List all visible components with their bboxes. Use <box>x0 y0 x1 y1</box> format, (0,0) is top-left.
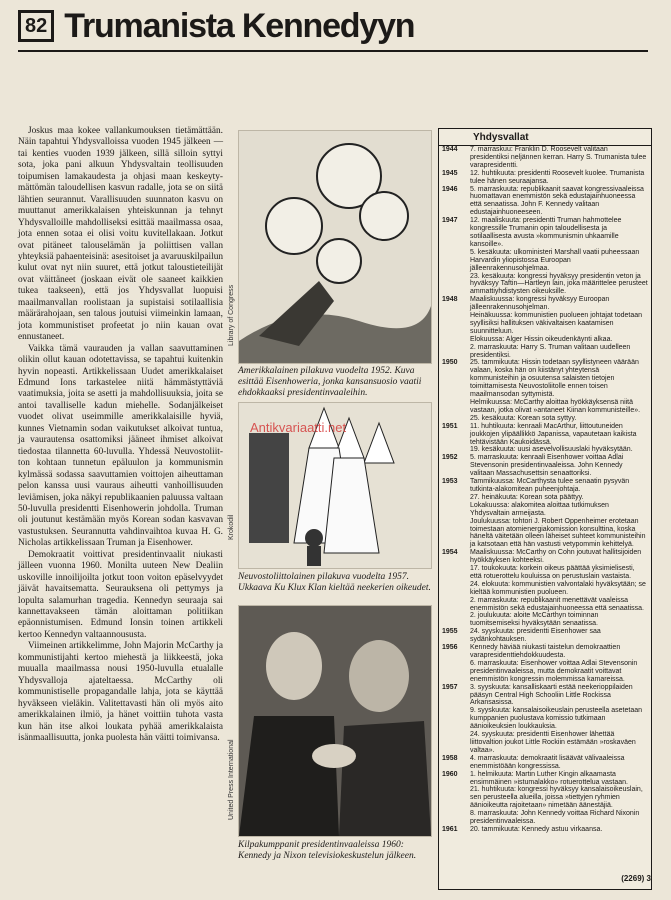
timeline-year: 1953 <box>442 478 458 486</box>
timeline-year: 1950 <box>442 359 458 367</box>
title-rule <box>18 50 648 52</box>
timeline-row <box>439 146 651 170</box>
timeline-row <box>439 423 651 455</box>
timeline-year: 1952 <box>442 454 458 462</box>
timeline-year: 1945 <box>442 169 458 177</box>
kennedy-nixon-photo <box>238 605 432 837</box>
page-number-box: 82 <box>18 10 54 42</box>
timeline-row <box>439 826 651 834</box>
timeline-event: 5. marraskuuta: kenraali Eisenhower voittaa Adlai Stevensonin presidentinvaaleissa. John Kennedy valitaan Massachusettsin senaattoriksi. <box>470 454 624 478</box>
timeline-year: 1958 <box>442 754 458 762</box>
timeline-row <box>439 755 651 771</box>
footer-page-number: 3 <box>646 874 651 883</box>
timeline-event: 11. huhtikuuta: kenraali MacArthur, liittoutuneiden joukkojen ylipäällikkö Japanissa, vapautetaan kaikista tehtävistään Kaukoidässä. 19. kesäkuuta: uusi asevelvollisuuslaki hyväksytään. <box>470 422 637 454</box>
timeline-row <box>439 644 651 684</box>
article-body <box>18 126 223 744</box>
page-title: Trumanista Kennedyyn <box>64 6 415 45</box>
image-caption: Neuvostoliittolainen pilakuva vuodelta 1957. Ukkaava Ku Klux Klan kieltää neekerien oikeudet. <box>238 572 431 593</box>
image-credit: Library of Congress <box>228 284 235 346</box>
timeline-row <box>439 684 651 755</box>
timeline-row <box>439 628 651 644</box>
timeline-event: 3. syyskuuta: kansalliskaarti estää neekerioppilaiden pääsyn Central High Schooliin Little Rockissa Arkansasissa. 9. syyskuuta: kansalaisoikeuslain perusteella asetetaan kumppanien puolustava komissio tutkimaan äänioikeuksien loukkauksia. 24. syyskuuta: presidentti Eisenhower lähettää liittovaltion joukot Little Rockiin estämään »roskaväen valtaa». <box>470 683 642 754</box>
timeline-year: 1957 <box>442 683 458 691</box>
timeline-event: 20. tammikuuta: Kennedy astuu virkaansa. <box>470 825 603 833</box>
timeline-row <box>439 549 651 628</box>
timeline-row <box>439 217 651 296</box>
article-paragraph: Demokraatit voittivat presidentinvaalit niukasti jälleen vuonna 1960. Monilta uuteen New Dealiin uskoville innoilijoilta jotkut toon voiton epäselvyydet jäivät havaitsematta. Seurauksena oli pettymys ja lopulta salamurhan tragedia. Kennedyn seuraaja sai kannettavakseen tämän aloittaman politiikan epäonnistumisen. Edmund Ionsin toinen artikkeli kertoo Kennedyn valtaannoususta. <box>18 549 223 640</box>
timeline-row <box>439 186 651 218</box>
timeline-event: 12. maaliskuuta: presidentti Truman hahmottelee kongressille Trumanin opin taloudellisesta ja sotilaallisesta avusta »kommunismin uhkaamille kansoille». 5. kesäkuuta: ulkoministeri Marshall vaatii puheessaan Harvardin yliopistossa Euroopan jälleenrakennusohjelmaa. 23. kesäkuuta: kongressi hyväksyy presidentin veton ja hyväksyy Taftin—Hartleyn lain, joka määrittelee perusteet ammattiyhdistysten oikeuksille. <box>470 217 648 296</box>
timeline-year: 1956 <box>442 644 458 652</box>
article-paragraph: Viimeinen artikkelimme, John Majorin McCarthy ja kommunistijahti kertoo miehestä ja liikkeestä, joka muualla maailmassa nousi 1950-luvulla etualalle Yhdysvalloja ajateltaessa. McCarthy oli kommunistiselle propagandalle lahja, jota se käyttää hyväkseen vieläkin. Valitettavasti hän oli myös aito amerikkalainen ilmiö, ja hänet voittiin tuhota vasta kun hän itse alkoi loukata pyhää amerikkalaista isänmaallisuutta, jonka puolesta hän väitti toimivansa. <box>18 641 223 744</box>
header <box>18 8 648 44</box>
timeline-event: 25. tammikuuta: Hissin todetaan syyllistyneen väärään valaan, koska hän on kiistänyt yhteytensä kommunisteihin ja osuutensa salaisten tietojen toimittamisesta Neuvostoliitolle ennen toisen maailmansodan syttymistä. Helmikuussa: McCarthy aloittaa hyökkäyksensä niitä vastaan, jotka olivat »antaneet Kiinan kommunisteille». 25. kesäkuuta: Korean sota syttyy. <box>470 359 641 422</box>
timeline-year: 1946 <box>442 185 458 193</box>
timeline-row <box>439 296 651 359</box>
cartoon-1952-image <box>238 130 432 364</box>
timeline-year: 1944 <box>442 146 458 153</box>
image-credit: Krokodil <box>228 514 235 540</box>
image-caption: Kilpakumppanit presidentinvaaleissa 1960: Kennedy ja Nixon televisiokeskustelun jälkeen. <box>238 840 417 861</box>
article-paragraph: Vaikka tämä vaurauden ja vallan saavuttaminen olikin ollut kauan odotettavissa, se tapahtui kuitenkin hyvin nopeasti. Artikkelissaan Uudet amerikkalaiset Edmund Ions tarkastelee niitä hämmästyttäviä vaatimuksia, joita se asetti ja mahdollisuuksia, joita se antoi tavalliselle kadun miehelle. Sodanjälkeiset vuodet olivat useimmille amerikkalaisille hyviä, kunnes Vietnamin sodan vaikutukset alkoivat tuntua, ja vaurautensa osattomiksi jääneet ihmiset alkoivat tiedostaa tilannetta 60-luvulla. Yhdessä Neuvostoliitton kohtaan tunnetun epäluulon ja kommunismin kylmässä sodassa saavuttamien voittojen aiheuttaman pelon kanssa uusi vauraus aiheutti vanhoillisuuden leviämisen, joka näkyi republikaanien paluussa valtaan 50-luvulla presidentti Eisenhowerin johdolla. Truman oli joutunut kestämään myös Korean sodan kasvavan vastustuksen. Seurannutta vahdinvaihtoa kuvaa H. G. Nicholas artikkelissaan Truman ja Eisenhower. <box>18 343 223 549</box>
image-caption: Amerikkalainen pilakuva vuodelta 1952. Kuva esittää Eisenhoweria, jonka kansansuosio vaatii ehdokkaaksi presidentinvaaleihin. <box>238 366 422 398</box>
page-footer <box>621 874 651 883</box>
timeline-event: Kennedy häviää niukasti taistelun demokraattien varapresidenttiehdokkuudesta. 6. marraskuuta: Eisenhower voittaa Adlai Stevensonin presidentinvaaleissa, mutta demokraatit voittavat enemmistön kongressin molemmissa kamareissa. <box>470 644 638 683</box>
timeline-event: Maaliskuussa: McCarthy on Cohn joutuvat hallitsijoiden hyökkäyksen kohteeksi. 17. toukokuuta: korkein oikeus päättää yksimielisesti, että rotuerottelu kouluissa on perustuslain vastaista. 24. elokuuta: kommunistien valvontalaki hyväksytään; se kieltää kommunistien puolueen. 2. marraskuuta: republikaanit menettävät vaaleissa enemmistön sekä edustajainhuoneessa että senaatissa. 2. joulukuuta: aloite McCarthyn toiminnan tuomitsemiseksi hyväksytään senaatissa. <box>470 549 646 628</box>
issue-number: (2269) <box>621 874 645 883</box>
timeline-row <box>439 359 651 422</box>
timeline-event: 24. syyskuuta: presidentti Eisenhower saa sydänkohtauksen. <box>470 628 601 644</box>
timeline-year: 1951 <box>442 422 458 430</box>
timeline-row <box>439 771 651 826</box>
timeline-event: 5. marraskuuta: republikaanit saavat kongressivaaleissa huomattavan enemmistön sekä edustajainhuoneessa että senaatissa. John F. Kennedy valitaan edustajainhuoneeseen. <box>470 185 644 217</box>
timeline-year: 1948 <box>442 296 458 304</box>
timeline-year: 1947 <box>442 217 458 225</box>
timeline-year: 1960 <box>442 770 458 778</box>
timeline-year: 1954 <box>442 549 458 557</box>
timeline-event: Maaliskuussa: kongressi hyväksyy Euroopan jälleenrakennusohjelman. Heinäkuussa: kommunistien puolueen johtajat todetaan syyllisiksi hallituksen väkivaltaisen kaatamisen suunnitteluun. Elokuussa: Alger Hissin oikeudenkäynti alkaa. 2. marraskuuta: Harry S. Truman valitaan uudelleen presidentiksi. <box>470 296 643 359</box>
timeline-event: 12. huhtikuuta: presidentti Roosevelt kuolee. Trumanista tulee hänen seuraajansa. <box>470 169 645 185</box>
timeline-year: 1955 <box>442 628 458 636</box>
timeline-event: Tammikuussa: McCarthysta tulee senaatin pysyvän tutkinta-alakomitean puheenjohtaja. 27. heinäkuuta: Korean sota päättyy. Lokakuussa: alakomitea aloittaa tutkimuksen Yhdysvaltain armeijasta. Joulukuussa: tohtori J. Robert Oppenheimer erotetaan toimestaan atomienergiakomission konsulttina, koska häneltä väitetään olleen läheiset suhteet kommunisteihin ja katsotaan että hän vastusti vetypommin kehittelyä. <box>470 478 646 549</box>
article-paragraph: Joskus maa kokee vallankumouksen tietämättään. Näin tapahtui Yhdysvalloissa vuoden 1945 jälkeen — tai kenties vuoden 1939 jälkeen, sillä silloin syttyi sota, joka pani alkuun Yhdysvaltain teollisuuden toipumisen lamakaudesta ja ohjasi maan keskeytymättömän taloudellisen kasvun radalle, jota se on siitä lähtien seurannut. Varallisuuden suunnaton kasvu on muuttanut amerikkalaisen yhteiskunnan ja tehnyt Yhdysvalloille mahdolliseksi esittää maailmassa osaa, jota ennen sotaa ei olisi voitu kuvitellakaan. Jotkut ovat pitäneet talouselämän ja poliittisen vallan yhteyksiä pahaenteisinä: asesitoiset ja avaruuskilpailun kulut ovat nyt niin suuret, että jotkut taloustieteilijät ovat väittäneet (joskaan eivät ole saaneet kaikkien tukea taakseen), että jos Yhdysvallat luopuisi maailmanvallan roolistaan ja supistaisi sotilaallisia määrärahojaan, sen talous joutuisi viimeinkin lamaan, jota kommunistiset profeetat jo niin kauan ovat ennustaneet. <box>18 126 223 343</box>
image-credit: United Press International <box>228 739 235 820</box>
timeline-year: 1961 <box>442 825 458 833</box>
timeline-box <box>438 128 652 890</box>
timeline-event: 7. marraskuu: Franklin D. Roosevelt valitaan presidentiksi neljännen kerran. Harry S. Trumanista tulee varapresidentti. <box>470 146 647 169</box>
timeline-title: Yhdysvallat <box>439 129 651 146</box>
timeline-row <box>439 454 651 478</box>
timeline-row <box>439 478 651 549</box>
watermark: Antikvariaatti.net <box>250 420 347 435</box>
timeline-row <box>439 170 651 186</box>
timeline-list <box>439 146 651 834</box>
timeline-event: 4. marraskuuta: demokraatit lisäävät välivaaleissa enemmistöään kongressissa. <box>470 754 625 770</box>
timeline-event: 1. helmikuuta: Martin Luther Kingin alkaamasta ensimmäinen »istumalakko» rotuerottelua vastaan. 21. huhtikuuta: kongressi hyväksyy kansalaisoikeuslain, sen perusteella alueilla, joissa »tiettyjen ryhmien äänioikeutta rajoitetaan» nimetään äänestäjiä. 8. marraskuuta: John Kennedy voittaa Richard Nixonin presidentinvaaleissa. <box>470 770 643 826</box>
